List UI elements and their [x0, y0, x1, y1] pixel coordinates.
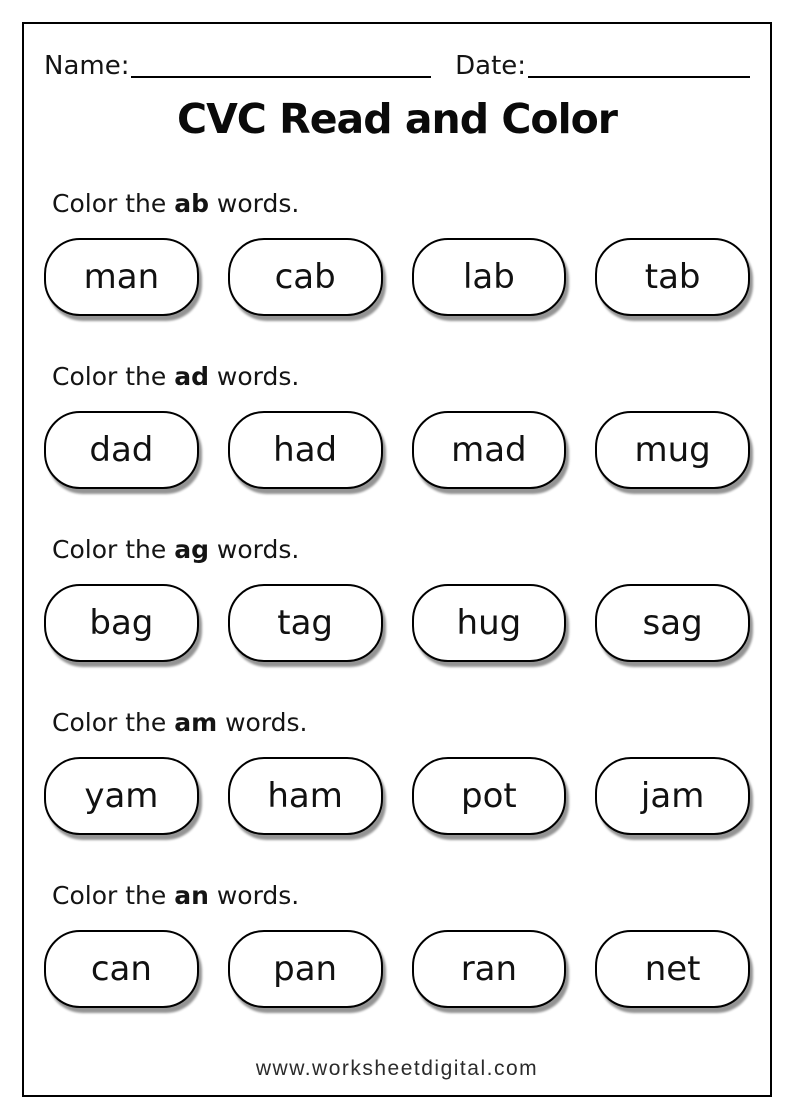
section-instruction [44, 881, 750, 910]
date-label: Date: [455, 51, 527, 81]
word-pill[interactable]: can [44, 930, 199, 1008]
instruction-pattern: am [174, 708, 218, 737]
section-instruction [44, 535, 750, 564]
section-instruction [44, 362, 750, 391]
instruction-prefix: Color the [52, 362, 175, 391]
word-pill-row [44, 757, 750, 835]
instruction-prefix: Color the [52, 881, 175, 910]
instruction-prefix: Color the [52, 535, 175, 564]
word-pill[interactable]: dad [44, 411, 199, 489]
word-pill-row [44, 930, 750, 1008]
word-pill[interactable]: mad [412, 411, 567, 489]
word-pill[interactable]: hug [412, 584, 567, 662]
instruction-pattern: ab [174, 189, 209, 218]
word-pill[interactable]: lab [412, 238, 567, 316]
section-instruction [44, 708, 750, 737]
word-pill[interactable]: man [44, 238, 199, 316]
instruction-pattern: an [174, 881, 209, 910]
instruction-suffix: words. [208, 881, 300, 910]
section-an [44, 881, 750, 1008]
word-pill[interactable]: cab [228, 238, 383, 316]
name-label: Name: [44, 51, 130, 81]
section-ad [44, 362, 750, 489]
instruction-pattern: ad [174, 362, 209, 391]
word-pill-row [44, 238, 750, 316]
word-pill[interactable]: tab [595, 238, 750, 316]
word-pill[interactable]: yam [44, 757, 199, 835]
word-pill-row [44, 584, 750, 662]
word-pill[interactable]: pan [228, 930, 383, 1008]
word-pill[interactable]: bag [44, 584, 199, 662]
word-pill[interactable]: net [595, 930, 750, 1008]
page-title: CVC Read and Color [176, 95, 618, 143]
word-pill[interactable]: tag [228, 584, 383, 662]
instruction-suffix: words. [208, 362, 300, 391]
section-am [44, 708, 750, 835]
word-pill[interactable]: jam [595, 757, 750, 835]
section-ab [44, 189, 750, 316]
word-pill[interactable]: had [228, 411, 383, 489]
footer-website-url: www.worksheetdigital.com [255, 1057, 539, 1080]
instruction-suffix: words. [208, 189, 300, 218]
section-ag [44, 535, 750, 662]
instruction-pattern: ag [174, 535, 209, 564]
name-fill-line[interactable] [131, 48, 431, 78]
instruction-prefix: Color the [52, 189, 175, 218]
word-pill[interactable]: sag [595, 584, 750, 662]
instruction-prefix: Color the [52, 708, 175, 737]
word-pill-row [44, 411, 750, 489]
word-pill[interactable]: ham [228, 757, 383, 835]
date-fill-line[interactable] [528, 48, 750, 78]
instruction-suffix: words. [208, 535, 300, 564]
instruction-suffix: words. [217, 708, 308, 737]
name-date-row [44, 48, 750, 81]
section-instruction [44, 189, 750, 218]
word-pill[interactable]: ran [412, 930, 567, 1008]
word-pill[interactable]: mug [595, 411, 750, 489]
page-border-frame [22, 22, 772, 1097]
word-pill[interactable]: pot [412, 757, 567, 835]
